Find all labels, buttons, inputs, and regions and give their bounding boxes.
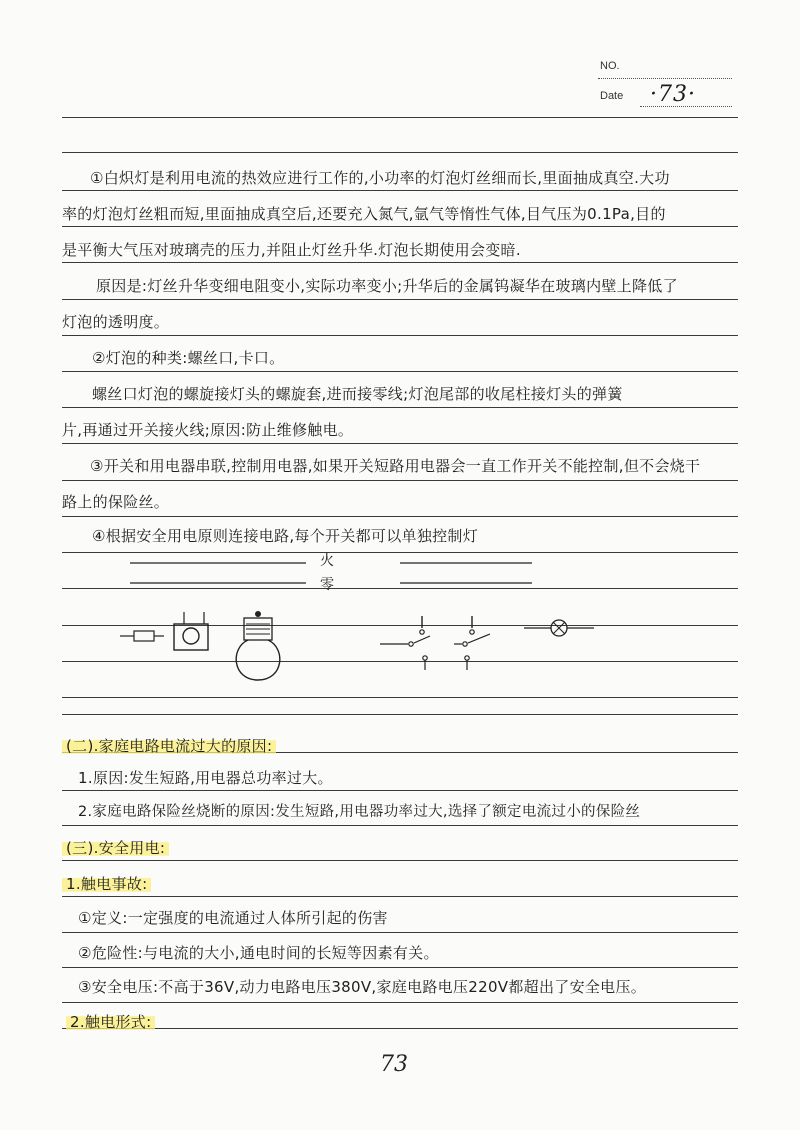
switch-icon xyxy=(454,616,490,670)
text-line: 螺丝口灯泡的螺旋接灯头的螺旋套,进而接零线;灯泡尾部的收尾柱接灯头的弹簧 xyxy=(92,385,623,403)
page-header xyxy=(598,56,738,116)
ruled-line xyxy=(62,443,738,444)
text-line: 1.原因:发生短路,用电器总功率过大。 xyxy=(78,769,333,787)
no-dotted-line xyxy=(598,78,732,79)
ruled-line xyxy=(62,480,738,481)
no-label: NO. xyxy=(600,60,620,72)
section-heading xyxy=(62,736,276,756)
text-line: 路上的保险丝。 xyxy=(62,493,170,511)
section-3-heading: (三).安全用电: xyxy=(62,839,169,857)
ruled-line xyxy=(62,967,738,968)
ruled-line xyxy=(62,407,738,408)
wiring-diagram xyxy=(62,540,738,690)
date-value: ·73· xyxy=(650,82,696,107)
ruled-line xyxy=(62,825,738,826)
neutral-wire-label: 零 xyxy=(320,577,334,593)
ruled-line xyxy=(62,152,738,153)
text-line: ①定义:一定强度的电流通过人体所引起的伤害 xyxy=(78,909,388,927)
ruled-line xyxy=(62,1028,738,1029)
ruled-line xyxy=(62,190,738,191)
text-line: 率的灯泡灯丝粗而短,里面抽成真空后,还要充入氮气,氩气等惰性气体,目气压为0.1Pa,目的 xyxy=(62,205,666,223)
subheading-shock-forms: 2.触电形式: xyxy=(66,1013,155,1031)
bulb-icon xyxy=(236,611,280,680)
ruled-line xyxy=(62,299,738,300)
ruled-line xyxy=(62,335,738,336)
text-line: 原因是:灯丝升华变细电阻变小,实际功率变小;升华后的金属钨凝华在玻璃内壁上降低了 xyxy=(96,277,678,295)
ruled-line xyxy=(62,714,738,715)
ruled-line xyxy=(62,860,738,861)
text-line: ①白炽灯是利用电流的热效应进行工作的,小功率的灯泡灯丝细而长,里面抽成真空.大功 xyxy=(90,169,670,187)
section-heading xyxy=(62,838,169,858)
ruled-line xyxy=(62,371,738,372)
ruled-line xyxy=(62,790,738,791)
ruled-line xyxy=(62,262,738,263)
ruled-line xyxy=(62,226,738,227)
text-line: ④根据安全用电原则连接电路,每个开关都可以单独控制灯 xyxy=(92,527,479,545)
page-number: 73 xyxy=(380,1052,408,1077)
ruled-line xyxy=(62,117,738,118)
date-dotted-line xyxy=(640,106,732,107)
section-2-heading: (二).家庭电路电流过大的原因: xyxy=(62,737,276,755)
fuse-icon xyxy=(120,631,164,641)
ruled-line xyxy=(62,516,738,517)
ruled-line xyxy=(62,896,738,897)
text-line: ③安全电压:不高于36V,动力电路电压380V,家庭电路电压220V都超出了安全电压。 xyxy=(78,978,647,996)
live-wire-label: 火 xyxy=(320,553,334,569)
date-label: Date xyxy=(600,90,624,102)
text-line: 片,再通过开关接火线;原因:防止维修触电。 xyxy=(62,421,354,439)
wiring-diagram-svg xyxy=(62,540,738,690)
text-line: ②危险性:与电流的大小,通电时间的长短等因素有关。 xyxy=(78,944,439,962)
subheading xyxy=(62,874,151,894)
text-line: 灯泡的透明度。 xyxy=(62,313,170,331)
text-line: ③开关和用电器串联,控制用电器,如果开关短路用电器会一直工作开关不能控制,但不会烧干 xyxy=(90,457,701,475)
ruled-line xyxy=(62,1002,738,1003)
lamp-symbol-icon xyxy=(524,620,594,636)
ruled-line xyxy=(62,697,738,698)
subheading xyxy=(66,1012,155,1032)
text-line: ②灯泡的种类:螺丝口,卡口。 xyxy=(92,349,285,367)
socket-icon xyxy=(174,612,208,650)
text-line: 2.家庭电路保险丝烧断的原因:发生短路,用电器功率过大,选择了额定电流过小的保险丝 xyxy=(78,804,641,820)
switch-icon xyxy=(380,616,430,670)
text-line: 是平衡大气压对玻璃壳的压力,并阻止灯丝升华.灯泡长期使用会变暗. xyxy=(62,241,521,259)
subheading-electric-shock: 1.触电事故: xyxy=(62,875,151,893)
ruled-line xyxy=(62,932,738,933)
